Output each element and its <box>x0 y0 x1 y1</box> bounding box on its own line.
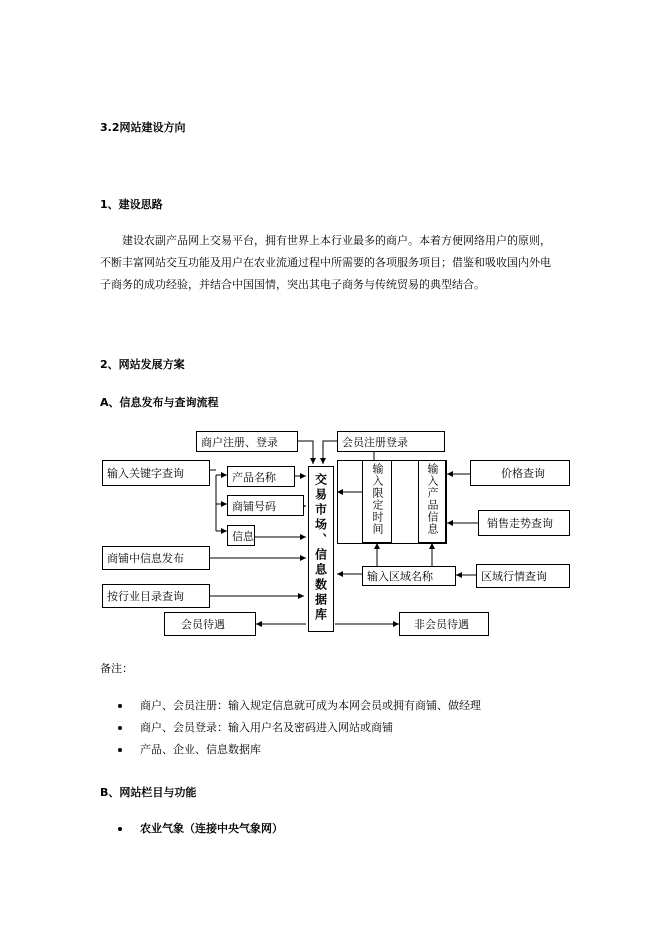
bullet-icon <box>118 748 122 752</box>
intro-paragraph-text: 建设农副产品网上交易平台，拥有世界上本行业最多的商户。本着方便网络用户的原则，不断丰富网站交互功能及用户在农业流通过程中所需要的各项服务项目；借鉴和吸收国内外电子商务的成功经验，并结合中国国情，突出其电子商务与传统贸易的典型结合。 <box>100 234 551 291</box>
section-title-1: 1、建设思路 <box>100 198 163 211</box>
arrow-merchant-to-center <box>298 441 313 464</box>
price-query-box: 价格查询 <box>470 460 570 486</box>
member-register-login-box: 会员注册登录 <box>337 431 445 452</box>
note-text: 商户、会员注册：输入规定信息就可成为本网会员或拥有商铺、做经理 <box>140 699 481 712</box>
bullet-icon <box>118 726 122 730</box>
merchant-register-login-box: 商户注册、登录 <box>196 431 298 452</box>
input-limit-time-box <box>362 460 392 543</box>
note-text: 产品、企业、信息数据库 <box>140 743 261 756</box>
subsection-title-b: B、网站栏目与功能 <box>100 786 197 799</box>
section-title-3-2: 3.2网站建设方向 <box>100 121 186 134</box>
note-text: 商户、会员登录：输入用户名及密码进入网站或商铺 <box>140 721 393 734</box>
input-region-name-box: 输入区域名称 <box>362 566 456 586</box>
input-limit-time-label: 输入限定时间 <box>371 463 384 535</box>
region-market-query-box: 区域行情查询 <box>476 564 570 588</box>
non-member-treatment-box: 非会员待遇 <box>399 612 489 636</box>
input-product-info-label: 输入产品信息 <box>426 463 439 535</box>
input-product-info-box <box>418 460 446 543</box>
column-text: 农业气象（连接中央气象网） <box>140 822 283 835</box>
info-box: 信息 <box>227 525 255 546</box>
shop-info-publish-box: 商铺中信息发布 <box>102 546 210 570</box>
section-title-2: 2、网站发展方案 <box>100 358 185 371</box>
center-trading-database-label: 交易市场、信息数据库 <box>313 473 328 623</box>
keyword-query-box: 输入关键字查询 <box>102 460 210 486</box>
industry-catalog-query-box: 按行业目录查询 <box>102 584 210 608</box>
notes-title: 备注： <box>100 662 133 675</box>
bullet-icon <box>118 704 122 708</box>
center-trading-database <box>308 466 334 632</box>
subsection-title-a: A、信息发布与查询流程 <box>100 396 219 409</box>
bullet-icon <box>118 827 122 831</box>
member-treatment-box: 会员待遇 <box>164 612 256 636</box>
shop-number-box: 商铺号码 <box>227 495 304 516</box>
arrow-member-to-center <box>323 441 337 464</box>
sales-trend-query-box: 销售走势查询 <box>478 510 570 536</box>
product-name-box: 产品名称 <box>227 466 295 487</box>
